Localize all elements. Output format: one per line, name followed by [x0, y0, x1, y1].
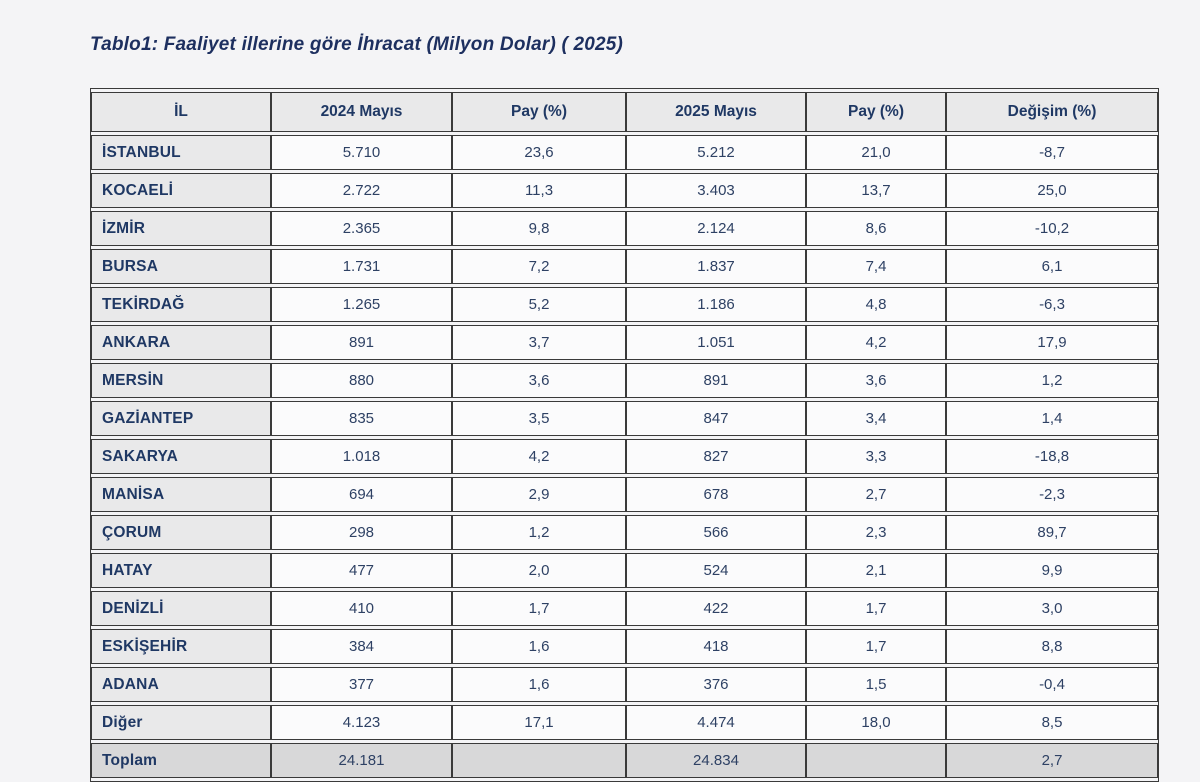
value-cell: 880 [271, 363, 452, 398]
province-cell: GAZİANTEP [91, 401, 271, 436]
value-cell: 5,2 [452, 287, 626, 322]
value-cell: 2,3 [806, 515, 946, 550]
value-cell: 566 [626, 515, 806, 550]
total-row [91, 743, 1158, 778]
table-row [91, 325, 1158, 360]
value-cell: 847 [626, 401, 806, 436]
value-cell: 1,4 [946, 401, 1158, 436]
value-cell: 827 [626, 439, 806, 474]
table-header [91, 92, 1158, 132]
value-cell: -8,7 [946, 135, 1158, 170]
value-cell: 1.051 [626, 325, 806, 360]
value-cell: 1,7 [452, 591, 626, 626]
value-cell: 11,3 [452, 173, 626, 208]
value-cell: 23,6 [452, 135, 626, 170]
province-cell: ÇORUM [91, 515, 271, 550]
value-cell: 891 [271, 325, 452, 360]
value-cell: 18,0 [806, 705, 946, 740]
province-cell: Toplam [91, 743, 271, 778]
table-row [91, 401, 1158, 436]
value-cell: 89,7 [946, 515, 1158, 550]
table-title: Tablo1: Faaliyet illerine göre İhracat (Milyon Dolar) ( 2025) [90, 34, 624, 55]
value-cell: -0,4 [946, 667, 1158, 702]
value-cell: 2,0 [452, 553, 626, 588]
value-cell: 2.124 [626, 211, 806, 246]
value-cell: 1,2 [946, 363, 1158, 398]
province-cell: ADANA [91, 667, 271, 702]
value-cell: 3.403 [626, 173, 806, 208]
value-cell: 377 [271, 667, 452, 702]
column-header-1: 2024 Mayıs [271, 92, 452, 132]
value-cell: 3,7 [452, 325, 626, 360]
value-cell: 25,0 [946, 173, 1158, 208]
table-header-row [91, 92, 1158, 132]
value-cell: 298 [271, 515, 452, 550]
value-cell: 2,1 [806, 553, 946, 588]
table-row [91, 287, 1158, 322]
table-row [91, 211, 1158, 246]
province-cell: TEKİRDAĞ [91, 287, 271, 322]
export-by-province-table [90, 88, 1159, 782]
province-cell: ESKİŞEHİR [91, 629, 271, 664]
value-cell: 1.265 [271, 287, 452, 322]
province-cell: DENİZLİ [91, 591, 271, 626]
value-cell: 835 [271, 401, 452, 436]
province-cell: ANKARA [91, 325, 271, 360]
value-cell: 1,5 [806, 667, 946, 702]
column-header-0: İL [91, 92, 271, 132]
table-row [91, 515, 1158, 550]
value-cell: 3,3 [806, 439, 946, 474]
value-cell: 1,2 [452, 515, 626, 550]
value-cell: 5.710 [271, 135, 452, 170]
value-cell: -18,8 [946, 439, 1158, 474]
value-cell: 891 [626, 363, 806, 398]
table-row [91, 629, 1158, 664]
value-cell: 4,2 [452, 439, 626, 474]
value-cell: 3,5 [452, 401, 626, 436]
value-cell: 8,5 [946, 705, 1158, 740]
value-cell: 17,9 [946, 325, 1158, 360]
column-header-5: Değişim (%) [946, 92, 1158, 132]
value-cell: 7,2 [452, 249, 626, 284]
column-header-2: Pay (%) [452, 92, 626, 132]
value-cell: 678 [626, 477, 806, 512]
value-cell: 17,1 [452, 705, 626, 740]
value-cell: 3,6 [806, 363, 946, 398]
value-cell: 1.018 [271, 439, 452, 474]
value-cell: 5.212 [626, 135, 806, 170]
province-cell: SAKARYA [91, 439, 271, 474]
value-cell [452, 743, 626, 778]
value-cell: 2,7 [946, 743, 1158, 778]
province-cell: MANİSA [91, 477, 271, 512]
value-cell: 4,8 [806, 287, 946, 322]
value-cell: 2.365 [271, 211, 452, 246]
value-cell: 13,7 [806, 173, 946, 208]
value-cell: 6,1 [946, 249, 1158, 284]
value-cell: 1.837 [626, 249, 806, 284]
table-row [91, 705, 1158, 740]
value-cell: 1.186 [626, 287, 806, 322]
value-cell: 1,6 [452, 629, 626, 664]
value-cell: 1,6 [452, 667, 626, 702]
value-cell: 2.722 [271, 173, 452, 208]
value-cell: 9,9 [946, 553, 1158, 588]
value-cell: 376 [626, 667, 806, 702]
table-row [91, 135, 1158, 170]
value-cell: 7,4 [806, 249, 946, 284]
value-cell: 477 [271, 553, 452, 588]
value-cell: 1,7 [806, 591, 946, 626]
province-cell: İSTANBUL [91, 135, 271, 170]
value-cell: 24.834 [626, 743, 806, 778]
table-row [91, 553, 1158, 588]
province-cell: Diğer [91, 705, 271, 740]
value-cell: -10,2 [946, 211, 1158, 246]
value-cell: 4,2 [806, 325, 946, 360]
value-cell: -6,3 [946, 287, 1158, 322]
province-cell: HATAY [91, 553, 271, 588]
value-cell [806, 743, 946, 778]
value-cell: 4.474 [626, 705, 806, 740]
value-cell: 3,0 [946, 591, 1158, 626]
value-cell: 2,7 [806, 477, 946, 512]
province-cell: MERSİN [91, 363, 271, 398]
value-cell: 418 [626, 629, 806, 664]
value-cell: 9,8 [452, 211, 626, 246]
value-cell: -2,3 [946, 477, 1158, 512]
value-cell: 3,6 [452, 363, 626, 398]
column-header-3: 2025 Mayıs [626, 92, 806, 132]
value-cell: 1,7 [806, 629, 946, 664]
table-row [91, 477, 1158, 512]
column-header-4: Pay (%) [806, 92, 946, 132]
table-row [91, 363, 1158, 398]
table-row [91, 249, 1158, 284]
value-cell: 4.123 [271, 705, 452, 740]
value-cell: 1.731 [271, 249, 452, 284]
province-cell: KOCAELİ [91, 173, 271, 208]
value-cell: 524 [626, 553, 806, 588]
province-cell: BURSA [91, 249, 271, 284]
value-cell: 24.181 [271, 743, 452, 778]
table-row [91, 439, 1158, 474]
value-cell: 8,8 [946, 629, 1158, 664]
value-cell: 694 [271, 477, 452, 512]
table-row [91, 667, 1158, 702]
table-body [91, 135, 1158, 778]
value-cell: 384 [271, 629, 452, 664]
province-cell: İZMİR [91, 211, 271, 246]
value-cell: 8,6 [806, 211, 946, 246]
value-cell: 422 [626, 591, 806, 626]
table-row [91, 173, 1158, 208]
value-cell: 21,0 [806, 135, 946, 170]
value-cell: 2,9 [452, 477, 626, 512]
value-cell: 3,4 [806, 401, 946, 436]
value-cell: 410 [271, 591, 452, 626]
table-row [91, 591, 1158, 626]
